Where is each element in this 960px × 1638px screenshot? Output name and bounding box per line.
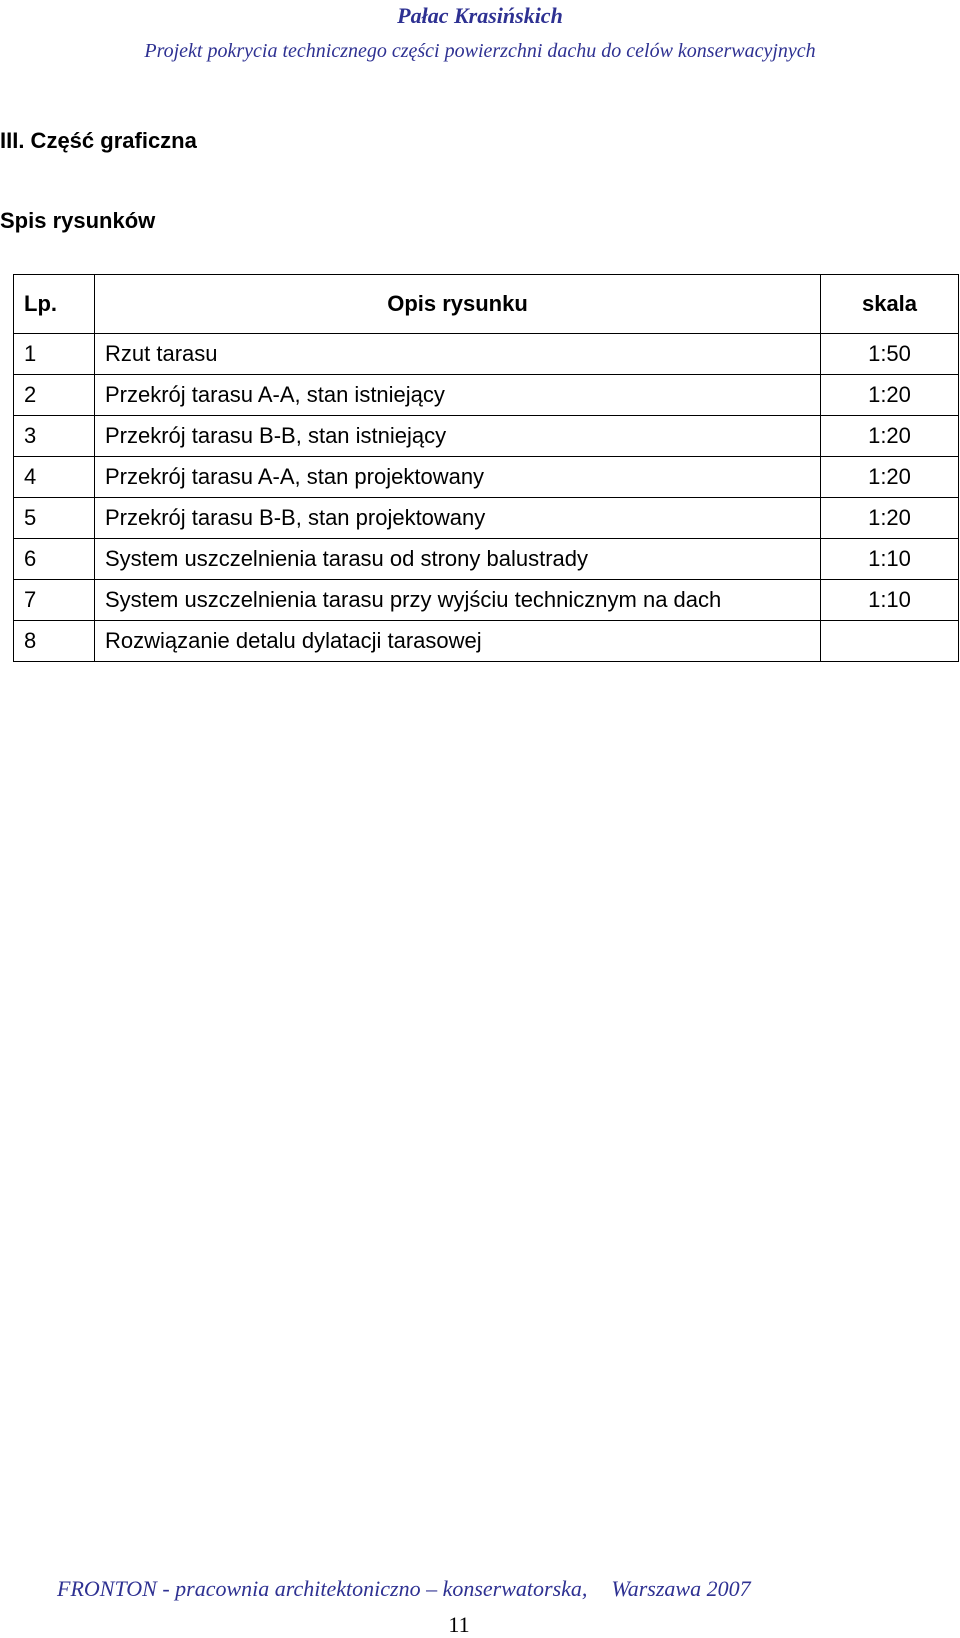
table-row <box>14 498 959 539</box>
row-description: Rzut tarasu <box>95 334 821 375</box>
row-description: System uszczelnienia tarasu przy wyjściu technicznym na dach <box>95 580 821 621</box>
row-number: 8 <box>14 621 95 662</box>
column-header-description: Opis rysunku <box>95 275 821 334</box>
row-number: 2 <box>14 375 95 416</box>
row-scale: 1:20 <box>821 498 959 539</box>
row-description: Przekrój tarasu B-B, stan projektowany <box>95 498 821 539</box>
section-heading: III. Część graficzna <box>0 128 197 153</box>
column-header-scale: skala <box>821 275 959 334</box>
row-description: Przekrój tarasu A-A, stan istniejący <box>95 375 821 416</box>
footer-place-year: Warszawa 2007 <box>611 1576 751 1601</box>
row-number: 4 <box>14 457 95 498</box>
row-scale: 1:10 <box>821 580 959 621</box>
document-subtitle: Projekt pokrycia technicznego części powierzchni dachu do celów konserwacyjnych <box>144 40 816 62</box>
row-number: 1 <box>14 334 95 375</box>
page-number: 11 <box>448 1612 470 1637</box>
row-description: Rozwiązanie detalu dylatacji tarasowej <box>95 621 821 662</box>
row-scale: 1:50 <box>821 334 959 375</box>
table-row <box>14 375 959 416</box>
row-scale: 1:20 <box>821 375 959 416</box>
row-description: Przekrój tarasu A-A, stan projektowany <box>95 457 821 498</box>
row-number: 6 <box>14 539 95 580</box>
column-header-lp: Lp. <box>14 275 95 334</box>
drawings-table <box>13 274 959 662</box>
table-header-row <box>14 275 959 334</box>
footer <box>57 1576 751 1602</box>
row-number: 7 <box>14 580 95 621</box>
table-row <box>14 457 959 498</box>
row-number: 5 <box>14 498 95 539</box>
table-row <box>14 334 959 375</box>
list-heading: Spis rysunków <box>0 208 156 233</box>
row-description: Przekrój tarasu B-B, stan istniejący <box>95 416 821 457</box>
footer-firm: FRONTON - pracownia architektoniczno – konserwatorska, <box>57 1576 588 1601</box>
row-scale: 1:20 <box>821 457 959 498</box>
row-scale: 1:20 <box>821 416 959 457</box>
table-row <box>14 539 959 580</box>
row-scale <box>821 621 959 662</box>
table-row <box>14 580 959 621</box>
table-row <box>14 416 959 457</box>
document-title: Pałac Krasińskich <box>397 3 563 28</box>
row-scale: 1:10 <box>821 539 959 580</box>
row-number: 3 <box>14 416 95 457</box>
table-row <box>14 621 959 662</box>
row-description: System uszczelnienia tarasu od strony balustrady <box>95 539 821 580</box>
